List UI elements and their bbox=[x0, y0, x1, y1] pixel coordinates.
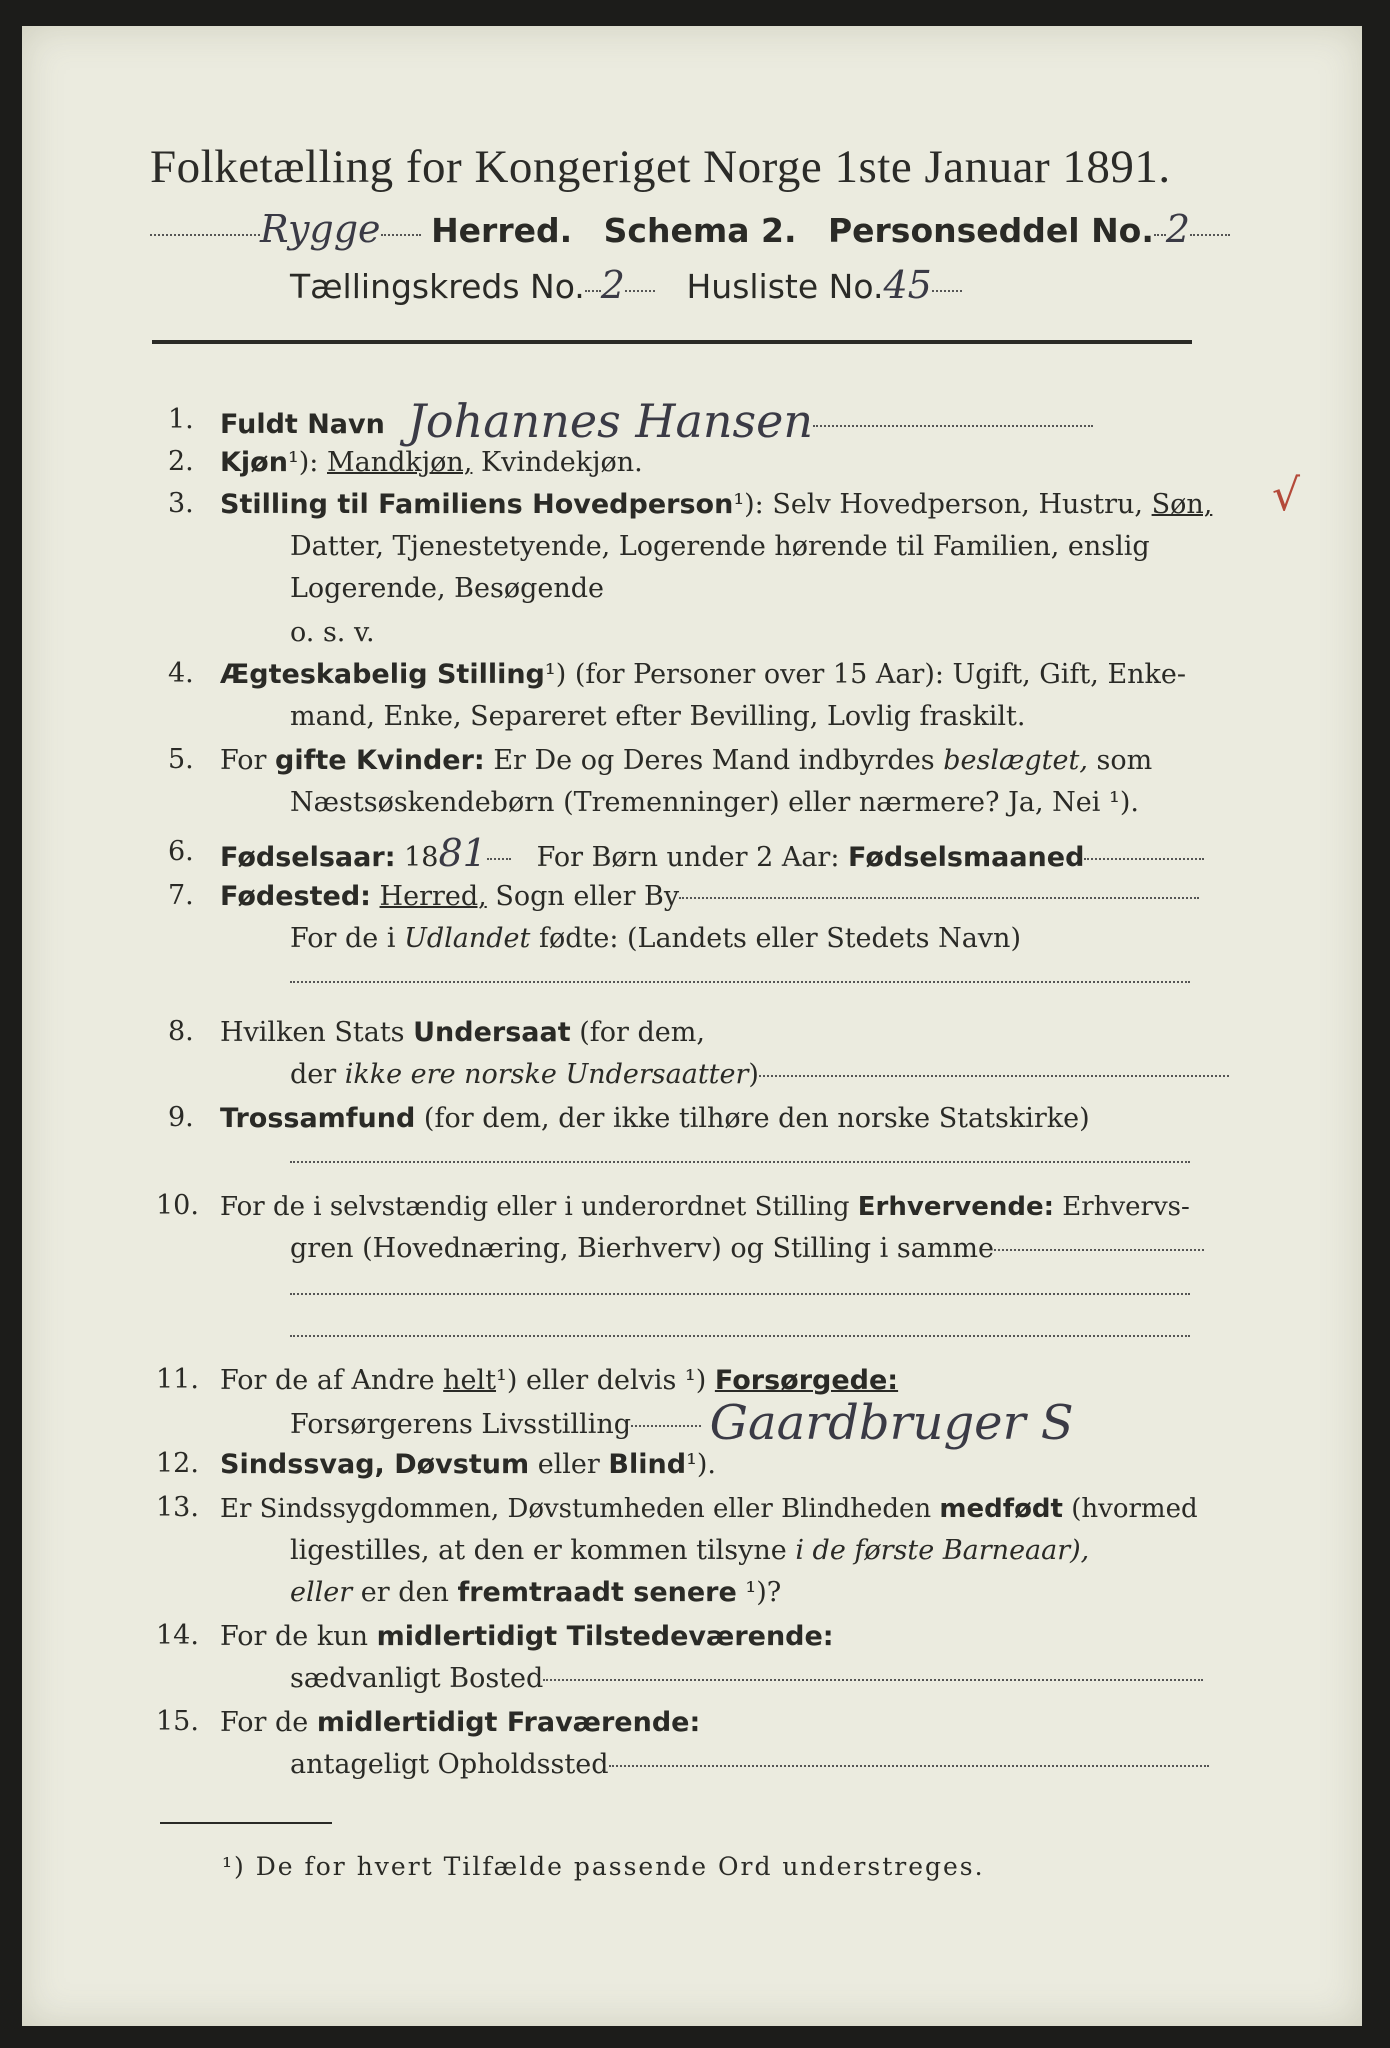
kreds-label: Tællingskreds No. bbox=[290, 267, 585, 306]
kreds-line bbox=[290, 263, 962, 307]
husliste-value: 45 bbox=[883, 263, 932, 307]
schema-label: Schema 2. bbox=[603, 211, 797, 250]
q2-selected: Mandkjøn, bbox=[327, 447, 473, 478]
q5-line1: For gifte Kvinder: Er De og Deres Mand indbyrdes beslægtet, som bbox=[220, 745, 1153, 776]
q5-number: 5. bbox=[168, 744, 194, 775]
q7-line2: For de i Udlandet fødte: (Landets eller Stedets Navn) bbox=[290, 923, 1021, 954]
q14-number: 14. bbox=[156, 1620, 199, 1651]
q3-line3: Logerende, Besøgende bbox=[290, 573, 604, 604]
q15-label: midlertidigt Fraværende: bbox=[316, 1707, 701, 1738]
q3-line4: o. s. v. bbox=[290, 617, 375, 648]
q15-line1: For de midlertidigt Fraværende: bbox=[220, 1707, 701, 1738]
footnote: ¹) De for hvert Tilfælde passende Ord understreges. bbox=[222, 1852, 985, 1881]
q7-number: 7. bbox=[168, 880, 194, 911]
q13-label: medfødt bbox=[939, 1494, 1063, 1524]
q8-line2: der ikke ere norske Undersaatter) bbox=[290, 1058, 1229, 1092]
herred-line bbox=[150, 207, 1230, 251]
q10-number: 10. bbox=[156, 1190, 199, 1221]
footnote-rule bbox=[160, 1822, 332, 1824]
q4-label: Ægteskabelig Stilling bbox=[220, 659, 545, 690]
q12-label: Sindssvag, Døvstum bbox=[220, 1449, 530, 1480]
q7-label: Fødested: bbox=[220, 881, 371, 912]
q14-line1: For de kun midlertidigt Tilstedeværende: bbox=[220, 1621, 834, 1652]
q11-label: Forsørgede: bbox=[714, 1365, 899, 1396]
q5-line2: Næstsøskendebørn (Tremenninger) eller nærmere? Ja, Nei ¹). bbox=[290, 787, 1139, 818]
q1-number: 1. bbox=[168, 404, 194, 435]
q6-number: 6. bbox=[168, 836, 194, 867]
q7-line1: Fødested: Herred, Sogn eller By bbox=[220, 880, 1199, 914]
q14-label: midlertidigt Tilstedeværende: bbox=[376, 1621, 834, 1652]
q1-label: Fuldt Navn bbox=[220, 409, 385, 440]
q10-line2: gren (Hovednæring, Bierhverv) og Stilling i samme bbox=[290, 1232, 1204, 1266]
herred-value: Rygge bbox=[260, 207, 381, 251]
q2-number: 2. bbox=[168, 446, 194, 477]
q4-number: 4. bbox=[168, 658, 194, 689]
q12-line: Sindssvag, Døvstum eller Blind¹). bbox=[220, 1449, 717, 1480]
herred-label: Herred. bbox=[431, 211, 573, 250]
q11-line2: Forsørgerens Livsstilling Gaardbruger S bbox=[290, 1395, 1074, 1451]
q8-label: Undersaat bbox=[413, 1017, 571, 1048]
husliste-label: Husliste No. bbox=[686, 267, 884, 306]
q11-line1: For de af Andre helt¹) eller delvis ¹) Forsørgede: bbox=[220, 1365, 899, 1396]
q1-name-value: Johannes Hansen bbox=[407, 394, 813, 448]
form-title: Folketælling for Kongeriget Norge 1ste Januar 1891. bbox=[150, 141, 1171, 193]
check-mark-icon: √ bbox=[1272, 470, 1301, 521]
q11-selected: helt bbox=[443, 1365, 497, 1396]
q6-line: Fødselsaar: 1881 For Børn under 2 Aar: Fødselsmaaned bbox=[220, 836, 1204, 875]
q15-line2: antageligt Opholdssted bbox=[290, 1748, 1209, 1782]
q13-line3: eller er den fremtraadt senere ¹)? bbox=[290, 1577, 782, 1608]
q4-line1: Ægteskabelig Stilling¹) (for Personer over 15 Aar): Ugift, Gift, Enke- bbox=[220, 659, 1187, 690]
q3-number: 3. bbox=[168, 488, 194, 519]
q3-label: Stilling til Familiens Hovedperson bbox=[220, 489, 734, 520]
q10-label: Erhvervende: bbox=[857, 1192, 1055, 1222]
q3-line1: Stilling til Familiens Hovedperson¹): Selv Hovedperson, Hustru, Søn, bbox=[220, 489, 1213, 520]
q5-label: gifte Kvinder: bbox=[275, 745, 485, 776]
personseddel-value: 2 bbox=[1165, 207, 1191, 251]
q14-line2: sædvanligt Bosted bbox=[290, 1662, 1203, 1696]
q2-line: Kjøn¹): Mandkjøn, Kvindekjøn. bbox=[220, 447, 643, 478]
kreds-value: 2 bbox=[600, 263, 625, 307]
q3-selected: Søn, bbox=[1151, 489, 1213, 520]
q13-line1: Er Sindssygdommen, Døvstumheden eller Blindheden medfødt (hvormed bbox=[220, 1494, 1198, 1524]
q7-selected: Herred, bbox=[379, 881, 487, 912]
q6-year-value: 81 bbox=[438, 831, 487, 875]
q11-occupation-value: Gaardbruger S bbox=[709, 1395, 1074, 1451]
q8-number: 8. bbox=[168, 1016, 194, 1047]
q1-line bbox=[220, 394, 1093, 448]
q6-label: Fødselsaar: bbox=[220, 842, 396, 873]
q8-line1: Hvilken Stats Undersaat (for dem, bbox=[220, 1017, 705, 1048]
q15-number: 15. bbox=[156, 1706, 199, 1737]
q4-line2: mand, Enke, Separeret efter Bevilling, Lovlig fraskilt. bbox=[290, 701, 1026, 732]
q13-line2: ligestilles, at den er kommen tilsyne i de første Barneaar), bbox=[290, 1535, 1090, 1566]
q10-line1: For de i selvstændig eller i underordnet Stilling Erhvervende: Erhvervs- bbox=[220, 1192, 1190, 1222]
q11-number: 11. bbox=[156, 1364, 199, 1395]
q13-number: 13. bbox=[156, 1492, 199, 1523]
q2-label: Kjøn bbox=[220, 447, 288, 478]
q3-line2: Datter, Tjenestetyende, Logerende hørende til Familien, enslig bbox=[290, 531, 1150, 562]
q9-line: Trossamfund (for dem, der ikke tilhøre den norske Statskirke) bbox=[220, 1103, 1090, 1134]
q9-number: 9. bbox=[168, 1102, 194, 1133]
q12-number: 12. bbox=[156, 1448, 199, 1479]
q9-label: Trossamfund bbox=[220, 1103, 416, 1134]
header-rule bbox=[152, 340, 1192, 344]
personseddel-label: Personseddel No. bbox=[827, 211, 1154, 250]
